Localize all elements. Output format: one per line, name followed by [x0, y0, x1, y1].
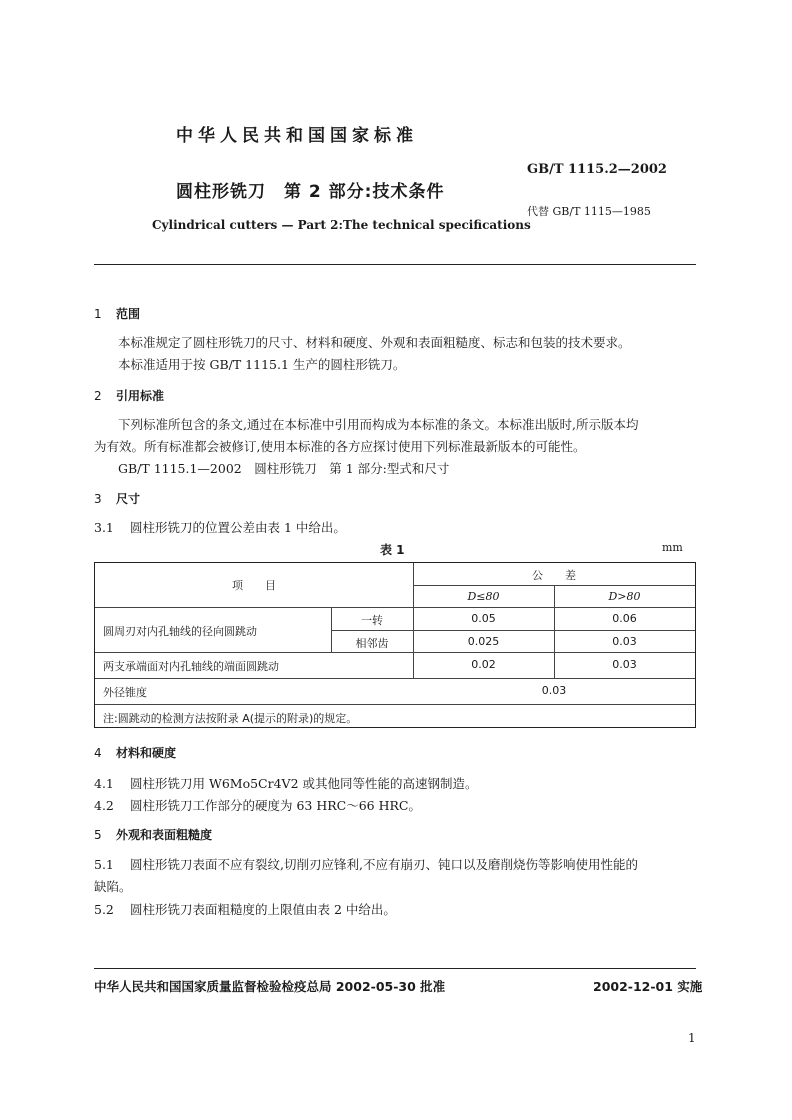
clause-5-1-line-2: 缺陷。	[94, 879, 132, 894]
standard-number: GB/T 1115.2—2002	[527, 162, 667, 177]
table-1-unit: mm	[662, 541, 683, 554]
row-label-one-turn: 一转	[361, 614, 383, 627]
clause-5-1-line-1: 5.1 圆柱形铣刀表面不应有裂纹,切削刃应锋利,不应有崩刃、钝口以及磨削烧伤等影响使用性能的	[94, 857, 638, 872]
page-number: 1	[688, 1031, 696, 1045]
section-5-heading: 5 外观和表面粗糙度	[94, 828, 213, 842]
clause-number: 3.1	[94, 520, 114, 535]
footer-rule	[94, 968, 696, 969]
clause-number: 4.1	[94, 776, 114, 791]
table-divider	[331, 630, 695, 631]
row-label-adjacent-teeth: 相邻齿	[355, 637, 389, 650]
cell-adjacent-le80: 0.025	[467, 635, 500, 648]
clause-number: 5.1	[94, 857, 114, 872]
table-1-caption: 表 1	[380, 543, 405, 557]
table-divider	[413, 585, 695, 586]
header-d-gt-80: D>80	[608, 590, 641, 603]
clause-5-2: 5.2 圆柱形铣刀表面粗糙度的上限值由表 2 中给出。	[94, 902, 396, 917]
english-title: Cylindrical cutters — Part 2:The technical specifications	[152, 218, 531, 232]
table-divider	[95, 704, 695, 705]
section-3-heading: 3 尺寸	[94, 492, 141, 506]
row-label-outer-diameter-taper: 外径锥度	[103, 686, 147, 699]
cell-one-turn-le80: 0.05	[471, 612, 496, 625]
clause-number: 5.2	[94, 902, 114, 917]
section-2-para-line-1: 下列标准所包含的条文,通过在本标准中引用而构成为本标准的条文。本标准出版时,所示版本均	[118, 417, 639, 432]
clause-4-1: 4.1 圆柱形铣刀用 W6Mo5Cr4V2 或其他同等性能的高速钢制造。	[94, 776, 478, 791]
table-divider	[95, 678, 695, 679]
replaces-standard: 代替 GB/T 1115—1985	[527, 205, 651, 218]
normative-reference: GB/T 1115.1—2002 圆柱形铣刀 第 1 部分:型式和尺寸	[118, 461, 450, 476]
clause-3-1: 3.1 圆柱形铣刀的位置公差由表 1 中给出。	[94, 520, 346, 535]
table-1	[94, 562, 696, 728]
cell-taper: 0.03	[541, 684, 567, 697]
document-title: 圆柱形铣刀 第 2 部分:技术条件	[176, 182, 445, 202]
header-rule	[94, 264, 696, 265]
table-divider	[95, 607, 695, 608]
section-1-para-2: 本标准适用于按 GB/T 1115.1 生产的圆柱形铣刀。	[118, 357, 406, 372]
row-label-end-face-runout: 两支承端面对内孔轴线的端面圆跳动	[103, 660, 279, 673]
cell-one-turn-gt80: 0.06	[612, 612, 637, 625]
approval-statement: 中华人民共和国国家质量监督检验检疫总局 2002-05-30 批准	[94, 979, 446, 994]
section-4-heading: 4 材料和硬度	[94, 746, 177, 760]
national-standard-title: 中华人民共和国国家标准	[176, 126, 418, 146]
cell-end-face-gt80: 0.03	[612, 658, 637, 671]
section-1-heading: 1 范围	[94, 307, 141, 321]
header-tolerance: 公 差	[532, 569, 576, 582]
section-2-heading: 2 引用标准	[94, 389, 165, 403]
section-1-para-1: 本标准规定了圆柱形铣刀的尺寸、材料和硬度、外观和表面粗糙度、标志和包装的技术要求。	[118, 335, 631, 350]
row-label-radial-runout: 圆周刃对内孔轴线的径向圆跳动	[103, 625, 257, 638]
cell-end-face-le80: 0.02	[471, 658, 496, 671]
section-2-para-line-2: 为有效。所有标准都会被修订,使用本标准的各方应探讨使用下列标准最新版本的可能性。	[94, 439, 586, 454]
table-divider	[95, 652, 695, 653]
cell-adjacent-gt80: 0.03	[612, 635, 637, 648]
implementation-date: 2002-12-01 实施	[593, 979, 703, 994]
header-d-le-80: D≤80	[467, 590, 500, 603]
clause-4-2: 4.2 圆柱形铣刀工作部分的硬度为 63 HRC～66 HRC。	[94, 798, 421, 813]
table-note: 注:圆跳动的检测方法按附录 A(提示的附录)的规定。	[103, 712, 358, 725]
header-item: 项 目	[232, 579, 276, 592]
clause-number: 4.2	[94, 798, 114, 813]
